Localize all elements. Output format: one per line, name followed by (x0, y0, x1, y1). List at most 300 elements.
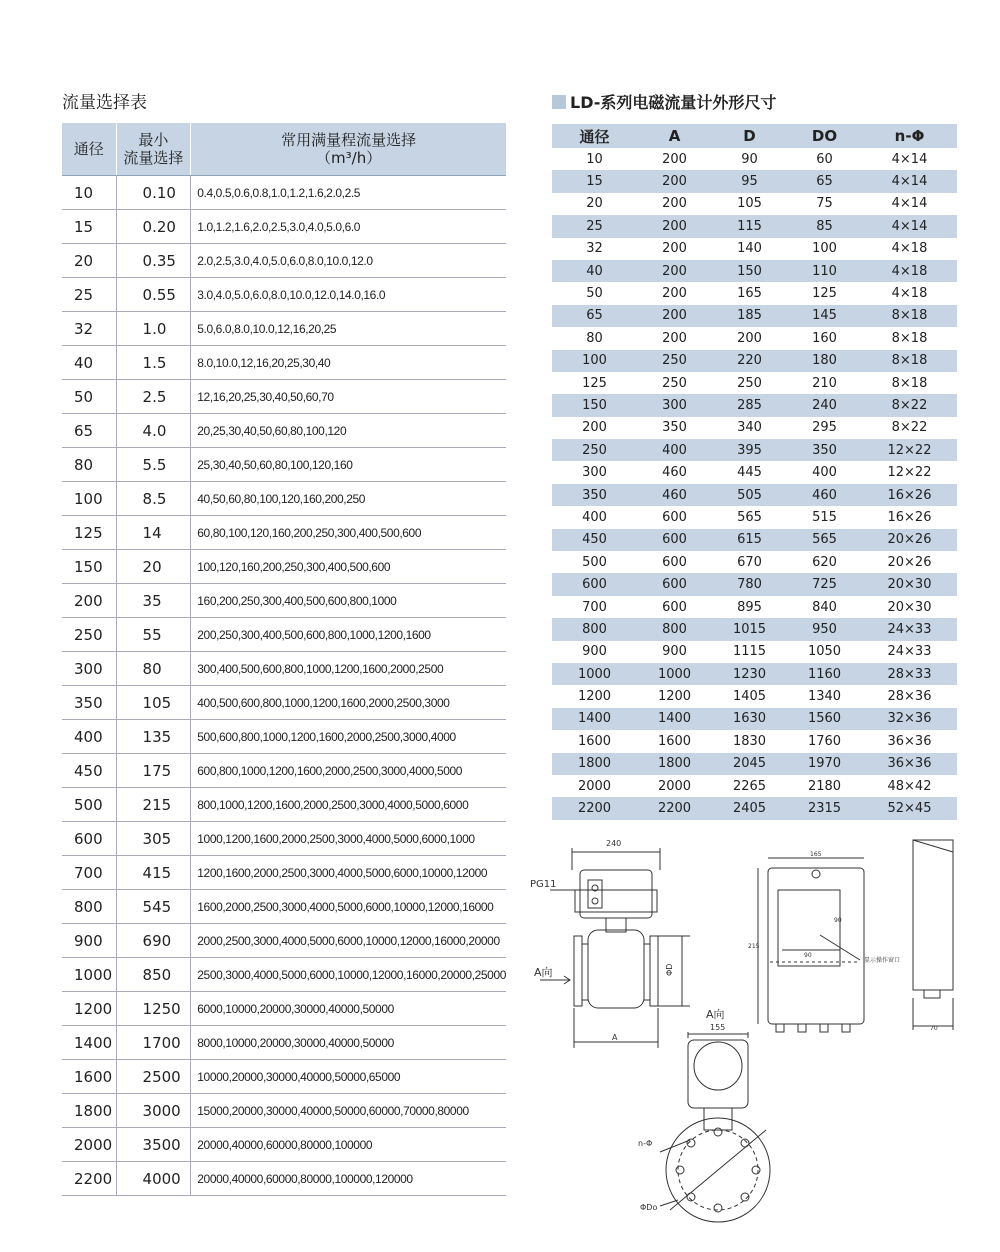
range-cell: 5.0,6.0,8.0,10.0,12,16,20,25 (191, 312, 506, 346)
range-cell: 8.0,10.0,12,16,20,25,30,40 (191, 346, 506, 380)
dims-cell: 445 (737, 465, 762, 481)
dims-cell: 140 (737, 241, 762, 257)
dims-cell: 670 (737, 554, 762, 570)
dims-cell: 8×18 (862, 350, 957, 372)
min-flow-cell: 35 (116, 584, 191, 618)
a-dim-label: A (612, 1033, 618, 1042)
dim-90-horizontal: 90 (804, 952, 812, 959)
flow-row (62, 278, 506, 312)
min-flow-cell: 215 (116, 788, 191, 822)
dims-cell: 85 (787, 215, 862, 237)
bore-cell: 25 (62, 278, 116, 312)
dims-cell: 800 (637, 618, 712, 640)
dimension-drawing (520, 830, 990, 1230)
dims-cell: 4×14 (862, 215, 957, 237)
dims-row (552, 506, 957, 528)
flow-row (62, 1128, 506, 1162)
phi-do-label: ΦDo (640, 1203, 658, 1212)
dims-cell: 4×14 (891, 151, 928, 167)
dims-cell: 60 (816, 151, 833, 167)
flow-row (62, 482, 506, 516)
bore-cell: 350 (62, 686, 116, 720)
dims-cell: 1405 (732, 689, 767, 705)
min-flow-cell: 0.35 (116, 244, 191, 278)
dims-cell: 565 (737, 509, 762, 525)
dim-165: 165 (810, 851, 822, 858)
min-flow-cell: 0.20 (116, 210, 191, 244)
dims-cell: 2045 (712, 753, 787, 775)
dims-row (552, 350, 957, 372)
range-cell: 1200,1600,2000,2500,3000,4000,5000,6000,10000,12000 (191, 856, 506, 890)
dims-cell: 1600 (657, 733, 692, 749)
range-cell: 6000,10000,20000,30000,40000,50000 (191, 992, 506, 1026)
flow-row (62, 924, 506, 958)
dims-header-cell: A (637, 124, 712, 148)
dims-cell: 36×36 (887, 733, 932, 749)
dims-row (552, 663, 957, 685)
dims-cell: 8×22 (862, 394, 957, 416)
bore-cell: 600 (62, 822, 116, 856)
dims-cell: 1200 (577, 689, 612, 705)
title-square-icon (552, 95, 566, 109)
dims-cell: 2180 (807, 778, 842, 794)
range-cell: 10000,20000,30000,40000,50000,65000 (191, 1060, 506, 1094)
min-flow-cell: 1700 (116, 1026, 191, 1060)
dims-cell: 180 (787, 350, 862, 372)
dims-cell: 90 (741, 151, 758, 167)
flow-row (62, 822, 506, 856)
dims-cell: 2200 (637, 797, 712, 819)
dims-cell: 24×33 (862, 618, 957, 640)
dims-cell: 32 (586, 241, 603, 257)
min-flow-cell: 850 (116, 958, 191, 992)
dims-header-cell: 通径 (552, 124, 637, 148)
range-cell: 1000,1200,1600,2000,2500,3000,4000,5000,6000,1000 (191, 822, 506, 856)
dims-cell: 300 (582, 465, 607, 481)
dims-cell: 2000 (657, 778, 692, 794)
dims-cell: 1000 (637, 663, 712, 685)
flow-row (62, 414, 506, 448)
min-flow-cell: 20 (116, 550, 191, 584)
min-flow-cell: 14 (116, 516, 191, 550)
flow-row (62, 380, 506, 414)
range-cell: 600,800,1000,1200,1600,2000,2500,3000,4000,5000 (191, 754, 506, 788)
dims-cell: 65 (552, 305, 637, 327)
dim-90-vertical: 90 (834, 917, 842, 924)
min-flow-cell: 80 (116, 652, 191, 686)
flow-row (62, 1026, 506, 1060)
bore-cell: 1600 (62, 1060, 116, 1094)
header-min-flow: 最小 流量选择 (116, 123, 191, 176)
flow-row (62, 992, 506, 1026)
bore-cell: 20 (62, 244, 116, 278)
range-cell: 2.0,2.5,3.0,4.0,5.0,6.0,8.0,10.0,12.0 (191, 244, 506, 278)
dims-row (552, 775, 957, 797)
dims-table-title (552, 90, 776, 113)
dims-cell: 1400 (637, 708, 712, 730)
min-flow-cell: 3000 (116, 1094, 191, 1128)
dims-cell: 340 (737, 420, 762, 436)
dims-cell: 1115 (732, 644, 767, 660)
dims-cell: 20×26 (887, 554, 932, 570)
flow-row (62, 720, 506, 754)
dims-cell: 1830 (732, 733, 767, 749)
dims-cell: 300 (637, 394, 712, 416)
dims-cell: 895 (737, 599, 762, 615)
min-flow-cell: 8.5 (116, 482, 191, 516)
range-cell: 20,25,30,40,50,60,80,100,120 (191, 414, 506, 448)
dims-cell: 900 (662, 644, 687, 660)
flow-row (62, 516, 506, 550)
dims-row (552, 596, 957, 618)
dims-cell: 600 (637, 573, 712, 595)
range-cell: 3.0,4.0,5.0,6.0,8.0,10.0,12.0,14.0,16.0 (191, 278, 506, 312)
dims-cell: 1600 (577, 733, 612, 749)
dims-row (552, 439, 957, 461)
display-window-label: 显示操作窗口 (864, 957, 901, 964)
dim-155: 155 (710, 1023, 726, 1032)
dims-cell: 2405 (712, 797, 787, 819)
flow-row (62, 1060, 506, 1094)
min-flow-cell: 415 (116, 856, 191, 890)
min-flow-cell: 690 (116, 924, 191, 958)
dims-cell: 1560 (787, 708, 862, 730)
flow-table-header (62, 123, 506, 176)
dims-cell: 460 (787, 484, 862, 506)
range-cell: 60,80,100,120,160,200,250,300,400,500,600 (191, 516, 506, 550)
bore-cell: 250 (62, 618, 116, 652)
bore-cell: 900 (62, 924, 116, 958)
dim-215: 215 (748, 943, 760, 950)
dims-cell: 20 (586, 196, 603, 212)
min-flow-cell: 105 (116, 686, 191, 720)
dims-row (552, 753, 957, 775)
min-flow-cell: 4.0 (116, 414, 191, 448)
dims-cell: 1000 (552, 663, 637, 685)
min-flow-cell: 5.5 (116, 448, 191, 482)
dims-cell: 450 (552, 529, 637, 551)
dims-cell: 8×22 (891, 420, 928, 436)
bore-cell: 125 (62, 516, 116, 550)
dims-cell: 2315 (787, 797, 862, 819)
flow-row (62, 176, 506, 210)
dims-cell: 1230 (712, 663, 787, 685)
bore-cell: 10 (62, 176, 116, 210)
bore-cell: 1200 (62, 992, 116, 1026)
dims-cell: 20×30 (862, 573, 957, 595)
dims-cell: 16×26 (862, 484, 957, 506)
dims-cell: 200 (662, 241, 687, 257)
min-flow-cell: 1250 (116, 992, 191, 1026)
dims-cell: 1800 (637, 753, 712, 775)
range-cell: 20000,40000,60000,80000,100000 (191, 1128, 506, 1162)
dims-cell: 250 (637, 350, 712, 372)
bore-cell: 32 (62, 312, 116, 346)
dims-cell: 65 (787, 170, 862, 192)
dims-row (552, 551, 957, 573)
range-cell: 2000,2500,3000,4000,5000,6000,10000,12000,16000,20000 (191, 924, 506, 958)
flow-row (62, 584, 506, 618)
dims-cell: 8×18 (891, 330, 928, 346)
flow-selection-table (62, 123, 506, 1196)
dims-cell: 4×14 (891, 196, 928, 212)
dims-cell: 500 (582, 554, 607, 570)
dims-cell: 200 (662, 286, 687, 302)
flow-row (62, 618, 506, 652)
dims-row (552, 708, 957, 730)
dims-cell: 40 (552, 260, 637, 282)
range-cell: 2500,3000,4000,5000,6000,10000,12000,16000,20000,25000 (191, 958, 506, 992)
min-flow-cell: 4000 (116, 1162, 191, 1196)
dims-cell: 200 (637, 170, 712, 192)
dims-cell: 615 (712, 529, 787, 551)
dims-header-cell: n-Φ (862, 124, 957, 148)
dims-header-cell: D (712, 124, 787, 148)
dims-row (552, 215, 957, 237)
dims-cell: 350 (787, 439, 862, 461)
dims-cell: 600 (552, 573, 637, 595)
dims-row (552, 238, 957, 260)
pg11-label: PG11 (530, 879, 557, 890)
range-cell: 160,200,250,300,400,500,600,800,1000 (191, 584, 506, 618)
dims-cell: 350 (662, 420, 687, 436)
min-flow-cell: 2.5 (116, 380, 191, 414)
dims-cell: 1760 (807, 733, 842, 749)
dims-cell: 110 (787, 260, 862, 282)
range-cell: 40,50,60,80,100,120,160,200,250 (191, 482, 506, 516)
dims-row (552, 260, 957, 282)
min-flow-cell: 55 (116, 618, 191, 652)
min-flow-cell: 0.10 (116, 176, 191, 210)
dims-cell: 100 (552, 350, 637, 372)
dims-cell: 400 (582, 509, 607, 525)
dims-row (552, 193, 957, 215)
dims-cell: 200 (582, 420, 607, 436)
bore-cell: 700 (62, 856, 116, 890)
dims-cell: 20×30 (887, 599, 932, 615)
min-flow-cell: 175 (116, 754, 191, 788)
dims-cell: 1340 (807, 689, 842, 705)
bore-cell: 50 (62, 380, 116, 414)
min-flow-cell: 135 (116, 720, 191, 754)
dims-cell: 200 (637, 215, 712, 237)
flow-row (62, 210, 506, 244)
range-cell: 0.4,0.5,0.6,0.8,1.0,1.2,1.6,2.0,2.5 (191, 176, 506, 210)
bore-cell: 65 (62, 414, 116, 448)
dims-header-cell: DO (787, 124, 862, 148)
bore-cell: 100 (62, 482, 116, 516)
dims-cell: 150 (712, 260, 787, 282)
bore-cell: 450 (62, 754, 116, 788)
dims-cell: 780 (712, 573, 787, 595)
header-bore: 通径 (62, 123, 116, 176)
dims-cell: 1200 (657, 689, 692, 705)
bore-cell: 150 (62, 550, 116, 584)
dims-cell: 250 (737, 375, 762, 391)
dims-cell: 150 (552, 394, 637, 416)
dims-cell: 105 (737, 196, 762, 212)
dims-cell: 4×14 (862, 170, 957, 192)
bore-cell: 1400 (62, 1026, 116, 1060)
flow-row (62, 312, 506, 346)
dims-row (552, 730, 957, 752)
dims-cell: 115 (712, 215, 787, 237)
dims-cell: 565 (787, 529, 862, 551)
dims-row (552, 394, 957, 416)
dims-cell: 4×18 (862, 260, 957, 282)
dims-cell: 210 (812, 375, 837, 391)
min-flow-cell: 1.0 (116, 312, 191, 346)
dims-cell: 295 (812, 420, 837, 436)
dims-row (552, 372, 957, 394)
dims-cell: 12×22 (887, 465, 932, 481)
dims-cell: 1160 (787, 663, 862, 685)
dims-cell: 505 (712, 484, 787, 506)
dims-row (552, 484, 957, 506)
dims-cell: 350 (552, 484, 637, 506)
dims-cell: 165 (737, 286, 762, 302)
min-flow-cell: 1.5 (116, 346, 191, 380)
range-cell: 20000,40000,60000,80000,100000,120000 (191, 1162, 506, 1196)
dims-row (552, 417, 957, 439)
dims-cell: 1400 (552, 708, 637, 730)
dims-cell: 400 (637, 439, 712, 461)
dims-cell: 185 (712, 305, 787, 327)
dims-cell: 395 (712, 439, 787, 461)
dims-cell: 220 (712, 350, 787, 372)
dims-cell: 600 (637, 529, 712, 551)
dims-cell: 200 (737, 330, 762, 346)
dims-cell: 4×18 (891, 286, 928, 302)
bore-cell: 300 (62, 652, 116, 686)
range-cell: 300,400,500,600,800,1000,1200,1600,2000,2500 (191, 652, 506, 686)
dims-cell: 160 (812, 330, 837, 346)
dims-cell: 12×22 (862, 439, 957, 461)
range-cell: 8000,10000,20000,30000,40000,50000 (191, 1026, 506, 1060)
flow-table-title: 流量选择表 (62, 93, 147, 113)
dims-cell: 1630 (712, 708, 787, 730)
dims-cell: 8×18 (891, 375, 928, 391)
dims-cell: 200 (662, 196, 687, 212)
bore-cell: 1000 (62, 958, 116, 992)
min-flow-cell: 305 (116, 822, 191, 856)
dims-cell: 28×36 (887, 689, 932, 705)
dim-240: 240 (606, 839, 622, 848)
dims-cell: 20×26 (862, 529, 957, 551)
bore-cell: 400 (62, 720, 116, 754)
dims-cell: 250 (662, 375, 687, 391)
flow-row (62, 754, 506, 788)
range-cell: 100,120,160,200,250,300,400,500,600 (191, 550, 506, 584)
dims-cell: 620 (812, 554, 837, 570)
dims-cell: 4×18 (891, 241, 928, 257)
dims-cell: 200 (662, 151, 687, 167)
dims-cell: 285 (712, 394, 787, 416)
dims-cell: 200 (662, 330, 687, 346)
range-cell: 25,30,40,50,60,80,100,120,160 (191, 448, 506, 482)
flow-row (62, 346, 506, 380)
dims-cell: 16×26 (887, 509, 932, 525)
flow-row (62, 652, 506, 686)
dims-cell: 2265 (732, 778, 767, 794)
flow-row (62, 1094, 506, 1128)
dims-cell: 1970 (787, 753, 862, 775)
phi-d-label: ΦD (665, 963, 674, 976)
flow-row (62, 958, 506, 992)
flow-row (62, 686, 506, 720)
dims-row (552, 461, 957, 483)
min-flow-cell: 2500 (116, 1060, 191, 1094)
dims-cell: 25 (552, 215, 637, 237)
min-flow-cell: 3500 (116, 1128, 191, 1162)
dims-row (552, 529, 957, 551)
dims-row (552, 170, 957, 192)
dims-cell: 1015 (712, 618, 787, 640)
dim-70: 70 (930, 1025, 938, 1032)
dims-cell: 2000 (577, 778, 612, 794)
dims-title-text: LD-系列电磁流量计外形尺寸 (570, 93, 777, 112)
dims-row (552, 641, 957, 663)
dims-cell: 240 (787, 394, 862, 416)
dims-row (552, 305, 957, 327)
range-cell: 800,1000,1200,1600,2000,2500,3000,4000,5000,6000 (191, 788, 506, 822)
dims-cell: 36×36 (862, 753, 957, 775)
flow-row (62, 856, 506, 890)
bore-cell: 200 (62, 584, 116, 618)
dims-row (552, 573, 957, 595)
dims-cell: 32×36 (862, 708, 957, 730)
dims-cell: 900 (582, 644, 607, 660)
dims-table-header (552, 124, 957, 148)
dims-cell: 125 (582, 375, 607, 391)
dims-cell: 950 (787, 618, 862, 640)
range-cell: 15000,20000,30000,40000,50000,60000,70000,80000 (191, 1094, 506, 1128)
dims-cell: 460 (662, 465, 687, 481)
dims-cell: 125 (812, 286, 837, 302)
bore-cell: 2000 (62, 1128, 116, 1162)
bore-cell: 800 (62, 890, 116, 924)
dims-cell: 460 (637, 484, 712, 506)
dims-cell: 24×33 (887, 644, 932, 660)
dims-cell: 48×42 (887, 778, 932, 794)
min-flow-cell: 545 (116, 890, 191, 924)
dims-row (552, 618, 957, 640)
n-phi-label: n-Φ (638, 1139, 653, 1148)
dims-cell: 145 (787, 305, 862, 327)
dims-row (552, 685, 957, 707)
dims-cell: 80 (586, 330, 603, 346)
dims-cell: 515 (812, 509, 837, 525)
dims-cell: 100 (812, 241, 837, 257)
dims-cell: 15 (552, 170, 637, 192)
range-cell: 1.0,1.2,1.6,2.0,2.5,3.0,4.0,5.0,6.0 (191, 210, 506, 244)
dims-cell: 10 (586, 151, 603, 167)
dims-cell: 725 (787, 573, 862, 595)
dims-cell: 200 (637, 305, 712, 327)
dims-cell: 28×33 (862, 663, 957, 685)
flow-row (62, 1162, 506, 1196)
range-cell: 1600,2000,2500,3000,4000,5000,6000,10000,12000,16000 (191, 890, 506, 924)
dims-row (552, 327, 957, 349)
flow-row (62, 448, 506, 482)
bore-cell: 2200 (62, 1162, 116, 1196)
dims-cell: 2200 (552, 797, 637, 819)
dimensions-table (552, 124, 957, 820)
dims-cell: 700 (582, 599, 607, 615)
dims-cell: 75 (816, 196, 833, 212)
a-view-label: A向 (706, 1008, 725, 1021)
bore-cell: 40 (62, 346, 116, 380)
